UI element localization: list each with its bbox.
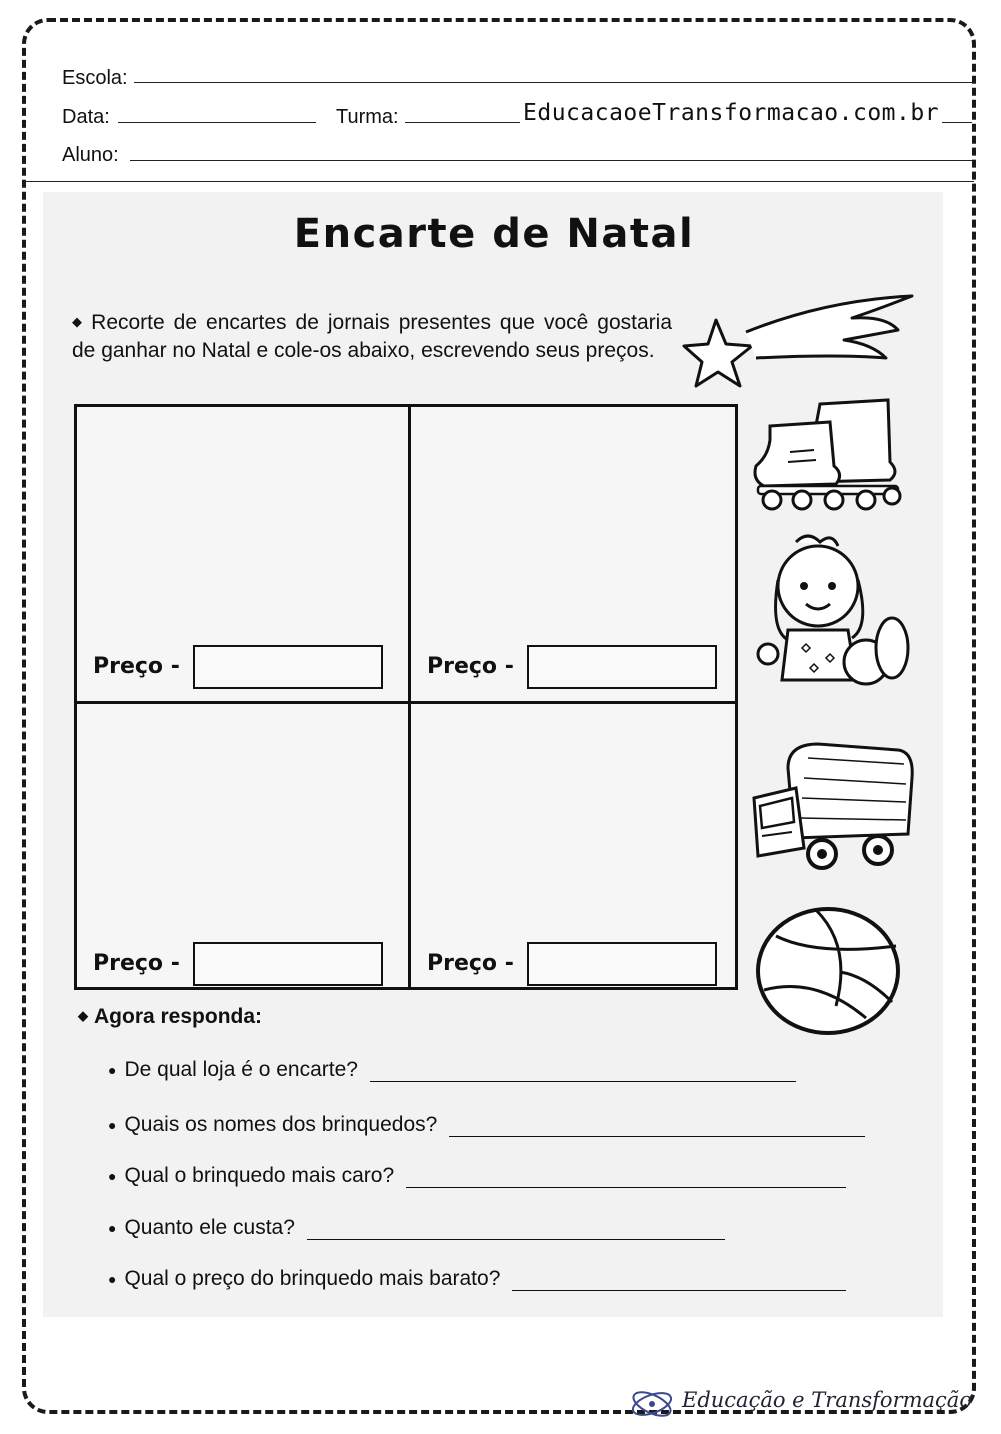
brand-logo-icon [628,1386,676,1422]
questions-heading-text: Agora responda: [94,1005,263,1028]
price-box[interactable] [527,942,717,986]
collage-cell-4[interactable] [411,704,741,994]
question-item [108,1164,846,1188]
dot-bullet-icon: ● [108,1117,117,1133]
question-text: Quais os nomes dos brinquedos? [124,1113,438,1136]
dot-bullet-icon: ● [108,1062,117,1078]
date-field[interactable] [118,122,316,123]
volleyball-icon [756,906,904,1036]
diamond-bullet-icon: ◆ [78,1008,88,1023]
question-item [108,1058,796,1082]
collage-cell-1[interactable] [77,407,407,697]
question-text: Qual o preço do brinquedo mais barato? [124,1267,501,1290]
question-item [108,1267,846,1291]
answer-line[interactable] [406,1169,846,1188]
price-label: Preço - [427,654,514,679]
price-label: Preço - [93,951,180,976]
date-label: Data: [62,106,110,128]
page-title: Encarte de Natal [293,211,695,257]
price-box[interactable] [193,645,383,689]
doll-icon [748,530,910,688]
answer-line[interactable] [370,1063,796,1082]
site-url: EducacaoeTransformacao.com.br [520,100,942,126]
shooting-star-icon [676,292,916,392]
truck-icon [748,738,916,874]
price-box[interactable] [527,645,717,689]
price-box[interactable] [193,942,383,986]
collage-cell-2[interactable] [411,407,741,697]
collage-grid [74,404,738,990]
student-label: Aluno: [62,144,119,166]
dot-bullet-icon: ● [108,1168,117,1184]
dot-bullet-icon: ● [108,1220,117,1236]
header-separator [24,181,974,182]
school-label: Escola: [62,67,128,89]
diamond-bullet-icon: ◆ [72,314,86,329]
question-item [108,1216,725,1240]
answer-line[interactable] [449,1118,865,1137]
roller-skates-icon [750,392,910,512]
class-label: Turma: [336,106,399,128]
answer-line[interactable] [512,1272,846,1291]
answer-line[interactable] [307,1221,725,1240]
instruction-text [72,308,672,365]
footer-brand: Educação e Transformação [682,1388,972,1412]
collage-cell-3[interactable] [77,704,407,994]
instruction-body: Recorte de encartes de jornais presentes que você gostaria de ganhar no Natal e cole-os abaixo, escrevendo seus preços. [72,311,672,362]
dot-bullet-icon: ● [108,1271,117,1287]
question-text: De qual loja é o encarte? [124,1058,358,1081]
student-field[interactable] [130,160,972,161]
questions-heading [78,1005,262,1029]
question-text: Quanto ele custa? [124,1216,295,1239]
question-item [108,1113,865,1137]
price-label: Preço - [427,951,514,976]
school-field[interactable] [134,82,972,83]
question-text: Qual o brinquedo mais caro? [124,1164,395,1187]
price-label: Preço - [93,654,180,679]
